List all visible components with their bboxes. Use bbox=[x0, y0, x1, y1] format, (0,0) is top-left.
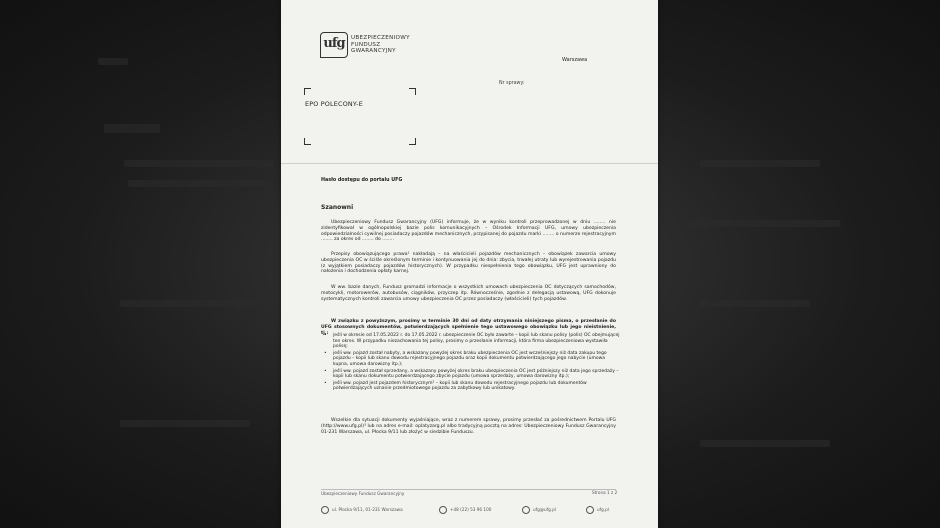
ufg-logo-mark: ufg bbox=[320, 32, 348, 58]
recipient-name: EPO POLECONY-E bbox=[305, 100, 363, 108]
envelope-icon bbox=[522, 506, 530, 514]
portal-access-note: Hasło dostępu do portalu UFG bbox=[321, 178, 403, 183]
paragraph-request: W związku z powyższym, prosimy w terminie 30 dni od daty otrzymania niniejszego pisma, o przesłanie do UFG stosownych dokumentów, potwierdzających spełnienie tego ustawowego obowiązku lub jego nieistnienie, tj.: bbox=[321, 319, 616, 336]
address-window-corner bbox=[409, 138, 416, 145]
blurred-background-line bbox=[700, 300, 810, 307]
reference-label: Nr sprawy: bbox=[499, 81, 525, 86]
location-pin-icon bbox=[321, 506, 329, 514]
blurred-background-line bbox=[128, 180, 268, 187]
footer-address bbox=[321, 506, 403, 514]
list-item: • jeśli ww. pojazd jest pojazdem historycznym² – kopii lub skanu dowodu rejestracyjnego pojazdu lub dokumentów potwierdzających uznanie przedmiotowego pojazdu za zabytkowy lub unikatowy. bbox=[321, 381, 621, 392]
blurred-background-line bbox=[124, 160, 274, 167]
blurred-background-line bbox=[690, 220, 840, 227]
blurred-background-line bbox=[104, 124, 160, 133]
list-item: • jeśli ww. pojazd został nabyty, a wskazany powyżej okres braku ubezpieczenia OC jest wcześniejszy niż data zakupu tego pojazdu – kopii lub skanu dowodu rejestracyjnego pojazdu oraz kopii dokumentu potwierdzającego jego nabycie (umowa kupna, umowa darowizny itp.); bbox=[321, 351, 621, 368]
list-item: • jeśli w okresie od 17.05.2022 r. do 17.05.2022 r. ubezpieczenie OC było zawarte – kopii lub skanu polisy (polis) OC obejmującej ten okres. W przypadku niezachowania tej polisy, prosimy o przesłanie informacji, która firma ubezpieczeniowa wystawiła polisę; bbox=[321, 333, 621, 350]
blurred-background-line bbox=[98, 58, 128, 65]
required-documents-list bbox=[321, 333, 621, 393]
fold-line bbox=[281, 163, 658, 164]
footer-divider bbox=[321, 489, 616, 490]
phone-icon bbox=[439, 506, 447, 514]
greeting: Szanowni bbox=[321, 204, 354, 211]
paragraph-closing: Wszelkie dla sytuacji dokumenty wyjaśniające, wraz z numerem sprawy, prosimy przesłać za pośrednictwem Portalu UFG (http://www.ufg.pl)³ lub na adres e-mail: oplatyzarg.pl albo tradycyjną pocztą na adres: Ubezpieczeniowy Fundusz Gwarancyjny 01-231 Warszawa, ul. Płocka 9/11 lub złożyć w siedzibie Funduszu. bbox=[321, 418, 616, 435]
blurred-background-line bbox=[120, 420, 250, 427]
paragraph-legal-obligation: Przepisy obowiązującego prawa¹ nakładają – na właścicieli pojazdów mechanicznych – obowiązek zawarcia umowy ubezpieczenia OC w ściśle określonym terminie i kontynuowania jej do dnia: zbycia, trwałej utraty lub wyrejestrowania pojazdu (z wyjątkiem posiadaczy pojazdów historycznych). W przypadku niespełnienia tego obowiązku, UFG jest uprawniony do nałożenia i dochodzenia opłaty karnej. bbox=[321, 252, 616, 275]
address-window-corner bbox=[304, 138, 311, 145]
logo-line-2: FUNDUSZ bbox=[351, 41, 381, 48]
footer-web bbox=[586, 506, 609, 514]
footer-web-text: ufg.pl bbox=[597, 507, 609, 512]
footer-phone-text: +48 (22) 53 96 100 bbox=[450, 507, 492, 512]
blurred-background-line bbox=[700, 160, 820, 167]
address-window-corner bbox=[409, 88, 416, 95]
footer-page-number: Strona 1 z 2 bbox=[592, 490, 618, 495]
list-item: • jeśli ww. pojazd został sprzedany, a wskazany powyżej okres braku ubezpieczenia OC jest późniejszy niż data jego sprzedaży – kopii lub skanu dokumentu potwierdzającego zbycie pojazdu (umowa sprzedaży, umowa darowizny itp.); bbox=[321, 369, 621, 380]
blurred-background-line bbox=[700, 440, 830, 447]
footer-email bbox=[522, 506, 556, 514]
logo-line-1: UBEZPIECZENIOWY bbox=[351, 35, 410, 41]
blurred-background-line bbox=[120, 300, 260, 307]
footer-address-text: ul. Płocka 9/11, 01-231 Warszawa bbox=[332, 507, 403, 512]
paragraph-database: W ww. bazie danych, Fundusz gromadzi informacje o wszystkich umowach ubezpieczenia OC dotyczących samochodów, motocykli, motorowerów, autobusów, ciągników, przyczep itp. Równocześnie, zgodnie z delegacją ustawową, UFG dokonuje systematycznych kontroli zawarcia umowy ubezpieczenia OC przez posiadaczy (właścicieli) tych pojazdów. bbox=[321, 285, 616, 302]
paragraph-control-result: Ubezpieczeniowy Fundusz Gwarancyjny (UFG) informuje, że w wyniku kontroli przeprowadzonej w dniu ........ nie zidentyfikował w ogólnopolskiej bazie polis komunikacyjnych – Ośrodek Informacji UFG, umowy ubezpieczenia odpowiedzialności cywilnej posiadaczy pojazdów mechanicznych, przypisanej do pojazdu marki ........ o numerze rejestracyjnym ........ za okres od ........ do ........ bbox=[321, 220, 616, 243]
footer-email-text: ufg@ufg.pl bbox=[533, 507, 556, 512]
footer-phone bbox=[439, 506, 491, 514]
globe-icon bbox=[586, 506, 594, 514]
address-window-corner bbox=[304, 88, 311, 95]
footer-organization: Ubezpieczeniowy Fundusz Gwarancyjny bbox=[321, 491, 405, 496]
place-label: Warszawa bbox=[562, 57, 588, 63]
logo-line-3: GWARANCYJNY bbox=[351, 48, 396, 55]
letter-page bbox=[281, 0, 658, 528]
ufg-logo-text bbox=[351, 35, 410, 55]
